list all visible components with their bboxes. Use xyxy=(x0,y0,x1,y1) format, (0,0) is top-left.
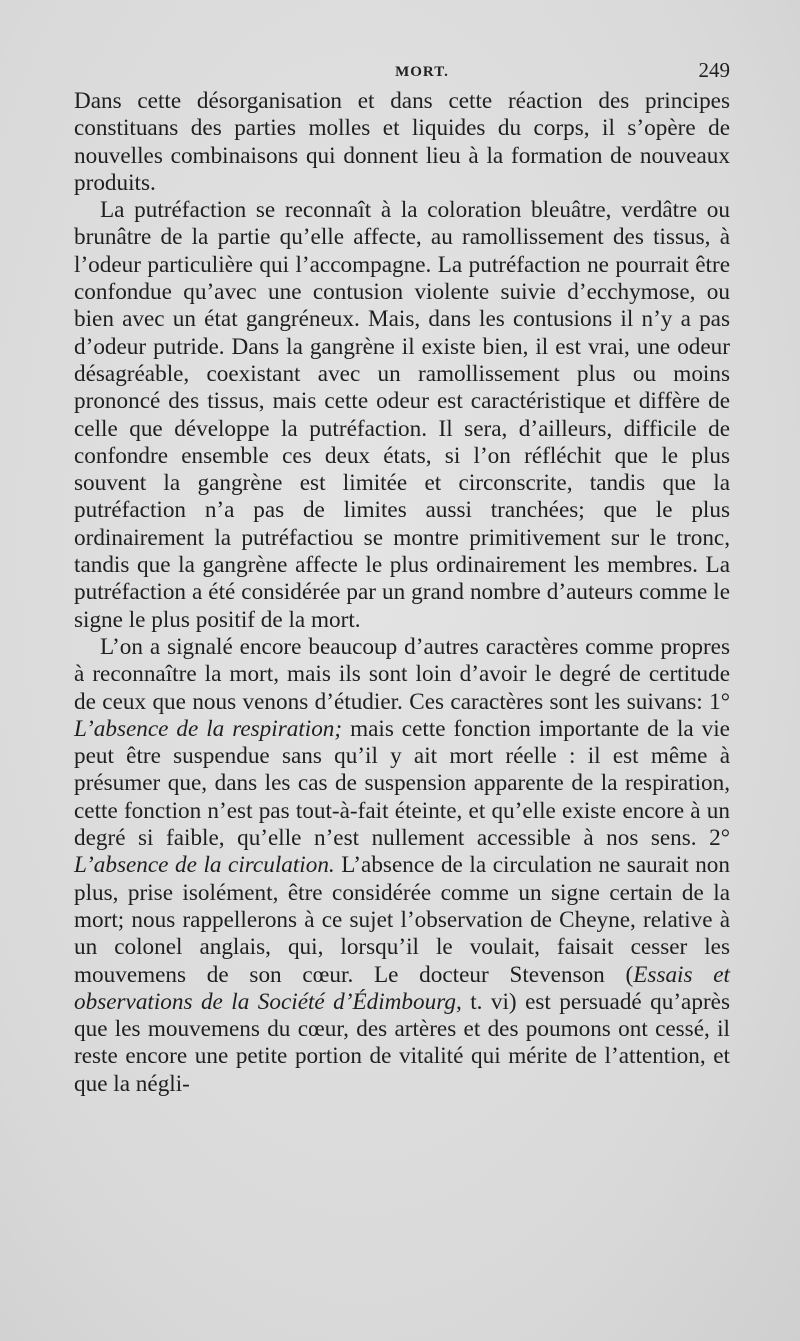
text-run: L’on a signalé encore beaucoup d’autres caractères comme propres à reconnaître la mort, mais ils sont loin d’avoir le degré de certitude de ceux que nous venons d’étudier. Ces caractères sont les suivans: 1° xyxy=(74,633,730,715)
page-number: 249 xyxy=(698,58,730,82)
paragraph xyxy=(74,634,730,1098)
body-text xyxy=(74,88,730,1098)
running-title: MORT. xyxy=(395,64,449,80)
text-run: Dans cette désorganisation et dans cette réaction des principes constituans des parties molles et liquides du corps, il s’opère de nouvelles combinaisons qui donnent lieu à la formation de nouveaux produits. xyxy=(74,88,730,196)
running-head xyxy=(74,58,730,88)
italic-text: L’absence de la respiration; xyxy=(74,715,343,742)
text-run: La putréfaction se reconnaît à la coloration bleuâtre, verdâtre ou brunâtre de la partie qu’elle affecte, au ramollissement des tissus, à l’odeur particulière qui l’accompagne. La putréfaction ne pourrait être confondue qu’avec une contusion violente suivie d’ecchymose, ou bien avec un état gangréneux. Mais, dans les contusions il n’y a pas d’odeur putride. Dans la gangrène il existe bien, il est vrai, une odeur désagréable, coexistant avec un ramollissement plus ou moins prononcé des tissus, mais cette odeur est caractéristique et diffère de celle que développe la putréfaction. Il sera, d’ailleurs, difficile de confondre ensemble ces deux états, si l’on réfléchit que le plus souvent la gangrène est limitée et circonscrite, tandis que la putréfaction n’a pas de limites aussi tranchées; que le plus ordinairement la putréfactiou se montre primitivement sur le tronc, tandis que la gangrène affecte le plus ordinairement les membres. La putréfaction a été considérée par un grand nombre d’auteurs comme le signe le plus positif de la mort. xyxy=(74,197,730,633)
text-run: mais cette fonction importante de la vie peut être suspendue sans qu’il y ait mort réelle : il est même à présumer que, dans les cas de suspension apparente de la respiration, cette fonction n’est pas tout-à-fait éteinte, et qu’elle existe encore à un degré si faible, qu’elle n’est nullement accessible à nos sens. 2° xyxy=(74,715,730,852)
italic-text: Essais et observations de la Société d’Édimbourg, xyxy=(74,961,730,1015)
text-run: L’absence de la circulation ne saurait non plus, prise isolément, être considérée comme un signe certain de la mort; nous rappellerons à ce sujet l’observation de Cheyne, relative à un colonel anglais, qui, lorsqu’il le voulait, faisait cesser les mouvemens de son cœur. Le docteur Stevenson ( xyxy=(74,852,730,988)
paragraph xyxy=(74,197,730,634)
italic-text: L’absence de la circulation. xyxy=(74,852,335,879)
paragraph xyxy=(74,88,730,197)
text-run: t. vi) est persuadé qu’après que les mouvemens du cœur, des artères et des poumons ont cessé, il reste encore une petite portion de vitalité qui mérite de l’attention, et que la négli- xyxy=(74,988,730,1097)
